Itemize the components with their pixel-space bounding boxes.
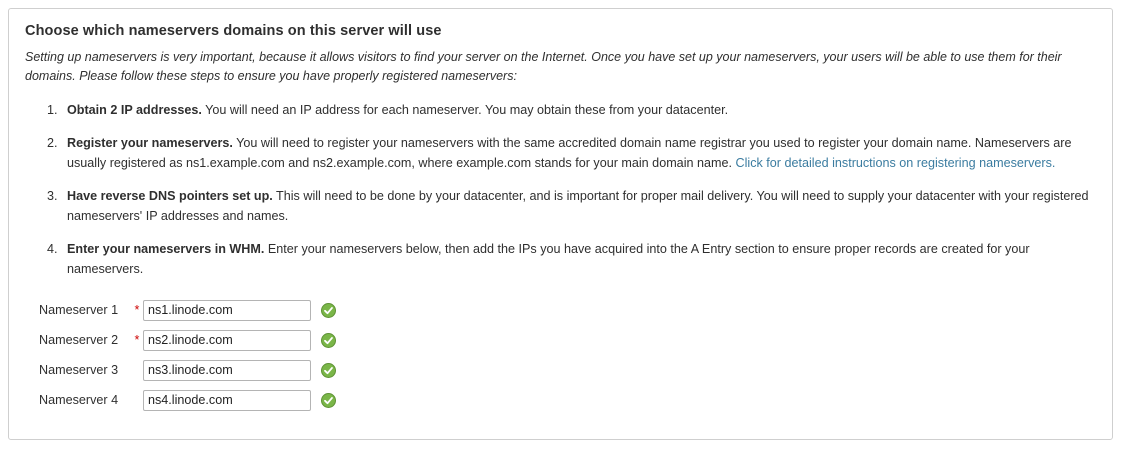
nameservers-panel (8, 8, 1113, 440)
check-circle-icon (321, 333, 336, 348)
check-circle-icon (321, 393, 336, 408)
step-number: 2. (47, 136, 58, 151)
nameserver-fields (39, 299, 1096, 411)
nameserver-2-row (39, 329, 1096, 351)
page-title: Choose which nameservers domains on this server will use (25, 23, 442, 39)
nameserver-2-label: Nameserver 2 (39, 333, 119, 348)
check-circle-icon (321, 303, 336, 318)
step-text: Enter your nameservers below, then add the IPs you have acquired into the A Entry section to ensure proper records are created for your nameservers. (67, 242, 1030, 276)
nameserver-1-input[interactable] (143, 300, 311, 321)
check-circle-icon (321, 363, 336, 378)
step-body (67, 187, 1096, 226)
step-body (67, 240, 1096, 279)
step-heading: Obtain 2 IP addresses. (67, 102, 202, 117)
intro-paragraph: Setting up nameservers is very important, because it allows visitors to find your server on the Internet. Once you have set up your nameservers, your users will be able to use them for their domains. Please follow these steps to ensure you have properly registered nameservers: (25, 50, 1062, 84)
step-text: You will need an IP address for each nameserver. You may obtain these from your datacenter. (201, 102, 729, 117)
step-number: 1. (47, 102, 58, 117)
steps-list (47, 101, 1096, 280)
required-marker: * (134, 303, 140, 318)
nameserver-1-label: Nameserver 1 (39, 303, 119, 318)
step-heading: Have reverse DNS pointers set up. (67, 189, 273, 204)
list-item (47, 187, 1096, 226)
step-body (67, 134, 1096, 173)
nameserver-1-row (39, 299, 1096, 321)
step-body (67, 101, 1096, 121)
nameserver-2-input[interactable] (143, 330, 311, 351)
nameserver-4-label: Nameserver 4 (39, 393, 119, 408)
nameserver-4-row (39, 389, 1096, 411)
nameserver-3-row (39, 359, 1096, 381)
step-text: This will need to be done by your datacenter, and is important for proper mail delivery. You will need to supply your datacenter with your registered nameservers' IP addresses and names. (67, 189, 1089, 223)
step-heading: Register your nameservers. (67, 136, 233, 151)
step-heading: Enter your nameservers in WHM. (67, 242, 265, 257)
nameserver-4-input[interactable] (143, 390, 311, 411)
nameserver-3-input[interactable] (143, 360, 311, 381)
list-item (47, 240, 1096, 279)
step-number: 4. (47, 242, 58, 257)
step-text: You will need to register your nameservers with the same accredited domain name registrar you used to register your domain name. Nameservers are usually registered as ns1.example.com and ns2.example.com, where example.com stands for your main domain name. (67, 136, 1072, 170)
list-item (47, 101, 1096, 121)
registering-nameservers-link[interactable]: Click for detailed instructions on registering nameservers. (735, 155, 1056, 170)
step-number: 3. (47, 189, 58, 204)
nameserver-3-label: Nameserver 3 (39, 363, 119, 378)
required-marker: * (134, 333, 140, 348)
list-item (47, 134, 1096, 173)
